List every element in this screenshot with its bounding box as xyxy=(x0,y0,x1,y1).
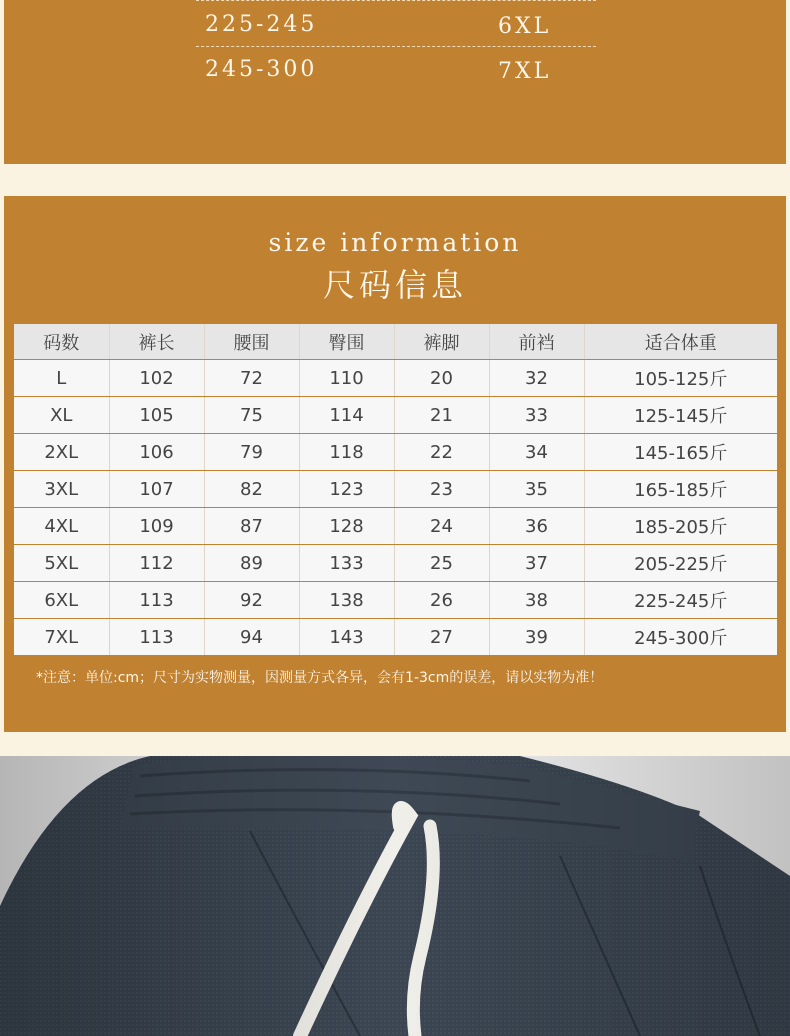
table-cell: 82 xyxy=(204,471,299,508)
table-cell: 114 xyxy=(299,397,394,434)
table-cell: 225-245斤 xyxy=(584,582,777,619)
table-row xyxy=(14,434,777,471)
table-cell: L xyxy=(14,360,109,397)
table-cell: 94 xyxy=(204,619,299,656)
header-hem: 裤脚 xyxy=(394,324,489,360)
table-cell: 37 xyxy=(489,545,584,582)
table-cell: 118 xyxy=(299,434,394,471)
table-cell: 87 xyxy=(204,508,299,545)
header-length: 裤长 xyxy=(109,324,204,360)
weight-row xyxy=(192,47,596,91)
table-cell: 4XL xyxy=(14,508,109,545)
table-cell: 105 xyxy=(109,397,204,434)
table-cell: 79 xyxy=(204,434,299,471)
table-header-row xyxy=(14,324,777,360)
table-row xyxy=(14,471,777,508)
section-subtitle: size information xyxy=(268,228,522,257)
table-cell: 6XL xyxy=(14,582,109,619)
table-cell: 23 xyxy=(394,471,489,508)
table-cell: 128 xyxy=(299,508,394,545)
table-cell: 106 xyxy=(109,434,204,471)
table-cell: 102 xyxy=(109,360,204,397)
table-cell: XL xyxy=(14,397,109,434)
table-cell: 39 xyxy=(489,619,584,656)
weight-size-panel xyxy=(4,0,786,164)
table-cell: 3XL xyxy=(14,471,109,508)
table-cell: 185-205斤 xyxy=(584,508,777,545)
weight-range: 225-245 xyxy=(205,12,318,37)
table-cell: 5XL xyxy=(14,545,109,582)
table-cell: 72 xyxy=(204,360,299,397)
table-row xyxy=(14,545,777,582)
recommended-size: 6XL xyxy=(498,14,552,39)
table-cell: 113 xyxy=(109,619,204,656)
table-cell: 107 xyxy=(109,471,204,508)
table-cell: 92 xyxy=(204,582,299,619)
table-cell: 34 xyxy=(489,434,584,471)
table-cell: 7XL xyxy=(14,619,109,656)
header-hip: 臀围 xyxy=(299,324,394,360)
table-cell: 109 xyxy=(109,508,204,545)
table-cell: 113 xyxy=(109,582,204,619)
table-cell: 245-300斤 xyxy=(584,619,777,656)
table-row xyxy=(14,619,777,656)
size-table xyxy=(14,324,777,656)
table-cell: 2XL xyxy=(14,434,109,471)
table-cell: 35 xyxy=(489,471,584,508)
table-cell: 205-225斤 xyxy=(584,545,777,582)
pants-waistband-illustration xyxy=(0,756,790,1036)
table-cell: 32 xyxy=(489,360,584,397)
table-cell: 38 xyxy=(489,582,584,619)
table-cell: 24 xyxy=(394,508,489,545)
table-cell: 112 xyxy=(109,545,204,582)
table-row xyxy=(14,582,777,619)
section-title: 尺码信息 xyxy=(322,266,467,304)
table-cell: 125-145斤 xyxy=(584,397,777,434)
product-photo xyxy=(0,756,790,1036)
table-cell: 21 xyxy=(394,397,489,434)
table-cell: 143 xyxy=(299,619,394,656)
table-cell: 133 xyxy=(299,545,394,582)
table-cell: 105-125斤 xyxy=(584,360,777,397)
table-cell: 89 xyxy=(204,545,299,582)
table-cell: 138 xyxy=(299,582,394,619)
table-cell: 20 xyxy=(394,360,489,397)
divider xyxy=(196,0,596,1)
weight-range: 245-300 xyxy=(205,57,318,82)
table-cell: 27 xyxy=(394,619,489,656)
size-information-panel xyxy=(4,196,786,732)
table-cell: 75 xyxy=(204,397,299,434)
recommended-size: 7XL xyxy=(498,59,552,84)
header-waist: 腰围 xyxy=(204,324,299,360)
header-rise: 前裆 xyxy=(489,324,584,360)
header-weight: 适合体重 xyxy=(584,324,777,360)
table-row xyxy=(14,508,777,545)
table-cell: 26 xyxy=(394,582,489,619)
table-cell: 25 xyxy=(394,545,489,582)
table-row xyxy=(14,360,777,397)
table-cell: 145-165斤 xyxy=(584,434,777,471)
header-size: 码数 xyxy=(14,324,109,360)
table-cell: 123 xyxy=(299,471,394,508)
weight-row xyxy=(192,2,596,46)
measurement-note: *注意：单位:cm；尺寸为实物测量，因测量方式各异，会有1-3cm的误差，请以实物为准！ xyxy=(36,670,604,686)
table-cell: 22 xyxy=(394,434,489,471)
table-cell: 110 xyxy=(299,360,394,397)
table-cell: 36 xyxy=(489,508,584,545)
table-cell: 33 xyxy=(489,397,584,434)
table-cell: 165-185斤 xyxy=(584,471,777,508)
table-row xyxy=(14,397,777,434)
